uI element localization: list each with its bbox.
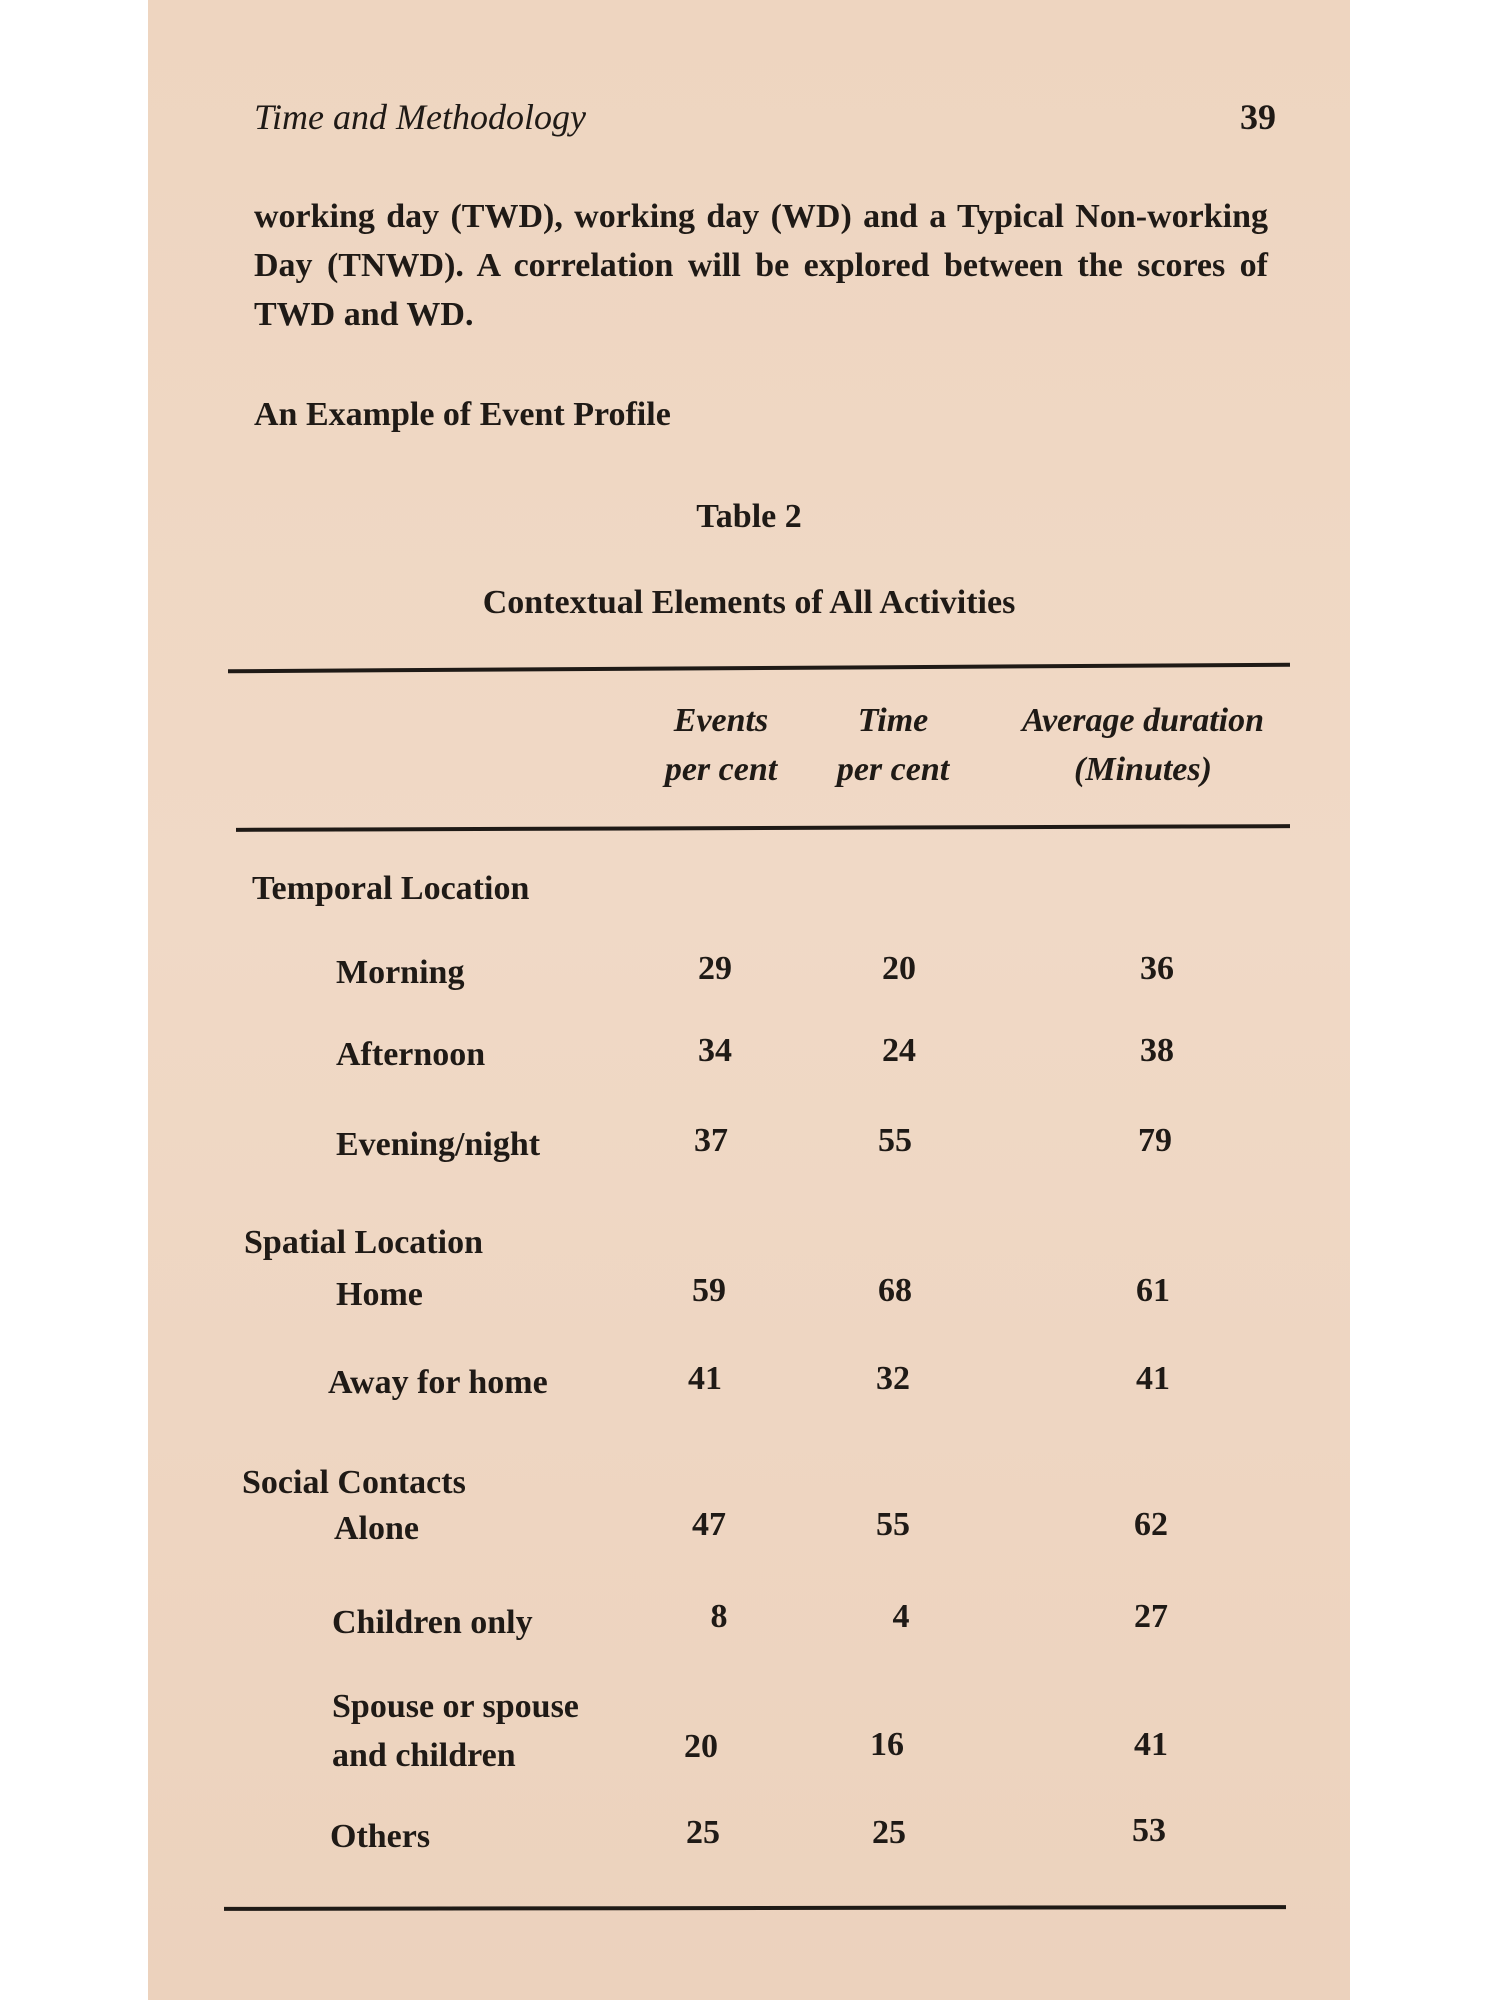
cell-evening-events: 37 [694, 1122, 728, 1159]
cell-away-events: 41 [688, 1360, 722, 1397]
body-paragraph: working day (TWD), working day (WD) and a Typical Non-working Day (TNWD). A correlation will be explored between the scores of TWD and WD. [254, 198, 1268, 333]
cell-evening-time: 55 [878, 1122, 912, 1159]
cell-others-duration: 53 [1132, 1812, 1166, 1849]
cell-home-time: 68 [878, 1272, 912, 1309]
row-label-children-only: Children only [332, 1604, 533, 1641]
row-label-afternoon: Afternoon [336, 1036, 486, 1073]
cell-children-time: 4 [892, 1598, 910, 1635]
column-header-time-line2: per cent [836, 751, 950, 788]
cell-morning-duration: 36 [1140, 950, 1174, 987]
cell-others-events: 25 [686, 1814, 720, 1851]
cell-morning-events: 29 [698, 950, 732, 987]
cell-spouse-time: 16 [870, 1726, 904, 1763]
table-bottom-rule [224, 1905, 1286, 1911]
row-label-alone: Alone [334, 1510, 419, 1547]
column-header-duration-line2: (Minutes) [1074, 751, 1212, 788]
row-label-spouse [332, 1682, 579, 1780]
cell-morning-time: 20 [882, 950, 916, 987]
row-label-evening: Evening/night [336, 1126, 541, 1163]
group-heading-spatial: Spatial Location [244, 1224, 483, 1261]
table-subtitle: Contextual Elements of All Activities [482, 584, 1016, 621]
section-heading: An Example of Event Profile [254, 396, 671, 433]
book-page [148, 0, 1350, 2000]
cell-others-time: 25 [872, 1814, 906, 1851]
column-header-duration [998, 696, 1288, 794]
column-header-time-line1: Time [857, 702, 929, 739]
row-label-spouse-line2: and children [332, 1737, 516, 1774]
row-label-morning: Morning [336, 954, 465, 991]
column-header-time [798, 696, 988, 794]
cell-spouse-duration: 41 [1134, 1726, 1168, 1763]
cell-children-duration: 27 [1134, 1598, 1168, 1635]
column-header-events-line2: per cent [664, 751, 778, 788]
column-header-duration-line1: Average duration [1021, 702, 1265, 739]
cell-home-duration: 61 [1136, 1272, 1170, 1309]
cell-spouse-events: 20 [684, 1728, 718, 1765]
cell-children-events: 8 [710, 1598, 728, 1635]
row-label-away: Away for home [328, 1364, 548, 1401]
cell-alone-time: 55 [876, 1506, 910, 1543]
table-top-rule [228, 663, 1290, 673]
cell-away-duration: 41 [1136, 1360, 1170, 1397]
cell-alone-duration: 62 [1134, 1506, 1168, 1543]
column-header-events [626, 696, 816, 794]
cell-afternoon-duration: 38 [1140, 1032, 1174, 1069]
cell-afternoon-events: 34 [698, 1032, 732, 1069]
row-label-others: Others [330, 1818, 431, 1855]
column-header-events-line1: Events [673, 702, 769, 739]
group-heading-temporal: Temporal Location [252, 870, 530, 907]
cell-alone-events: 47 [692, 1506, 726, 1543]
row-label-home: Home [336, 1276, 423, 1313]
cell-home-events: 59 [692, 1272, 726, 1309]
running-title: Time and Methodology [254, 97, 586, 137]
cell-evening-duration: 79 [1138, 1122, 1172, 1159]
page-number: 39 [1240, 97, 1276, 137]
cell-away-time: 32 [876, 1360, 910, 1397]
row-label-spouse-line1: Spouse or spouse [332, 1688, 579, 1725]
table-title: Table 2 [696, 498, 802, 535]
table-header-rule [236, 824, 1290, 832]
cell-afternoon-time: 24 [882, 1032, 916, 1069]
group-heading-social: Social Contacts [242, 1464, 466, 1501]
